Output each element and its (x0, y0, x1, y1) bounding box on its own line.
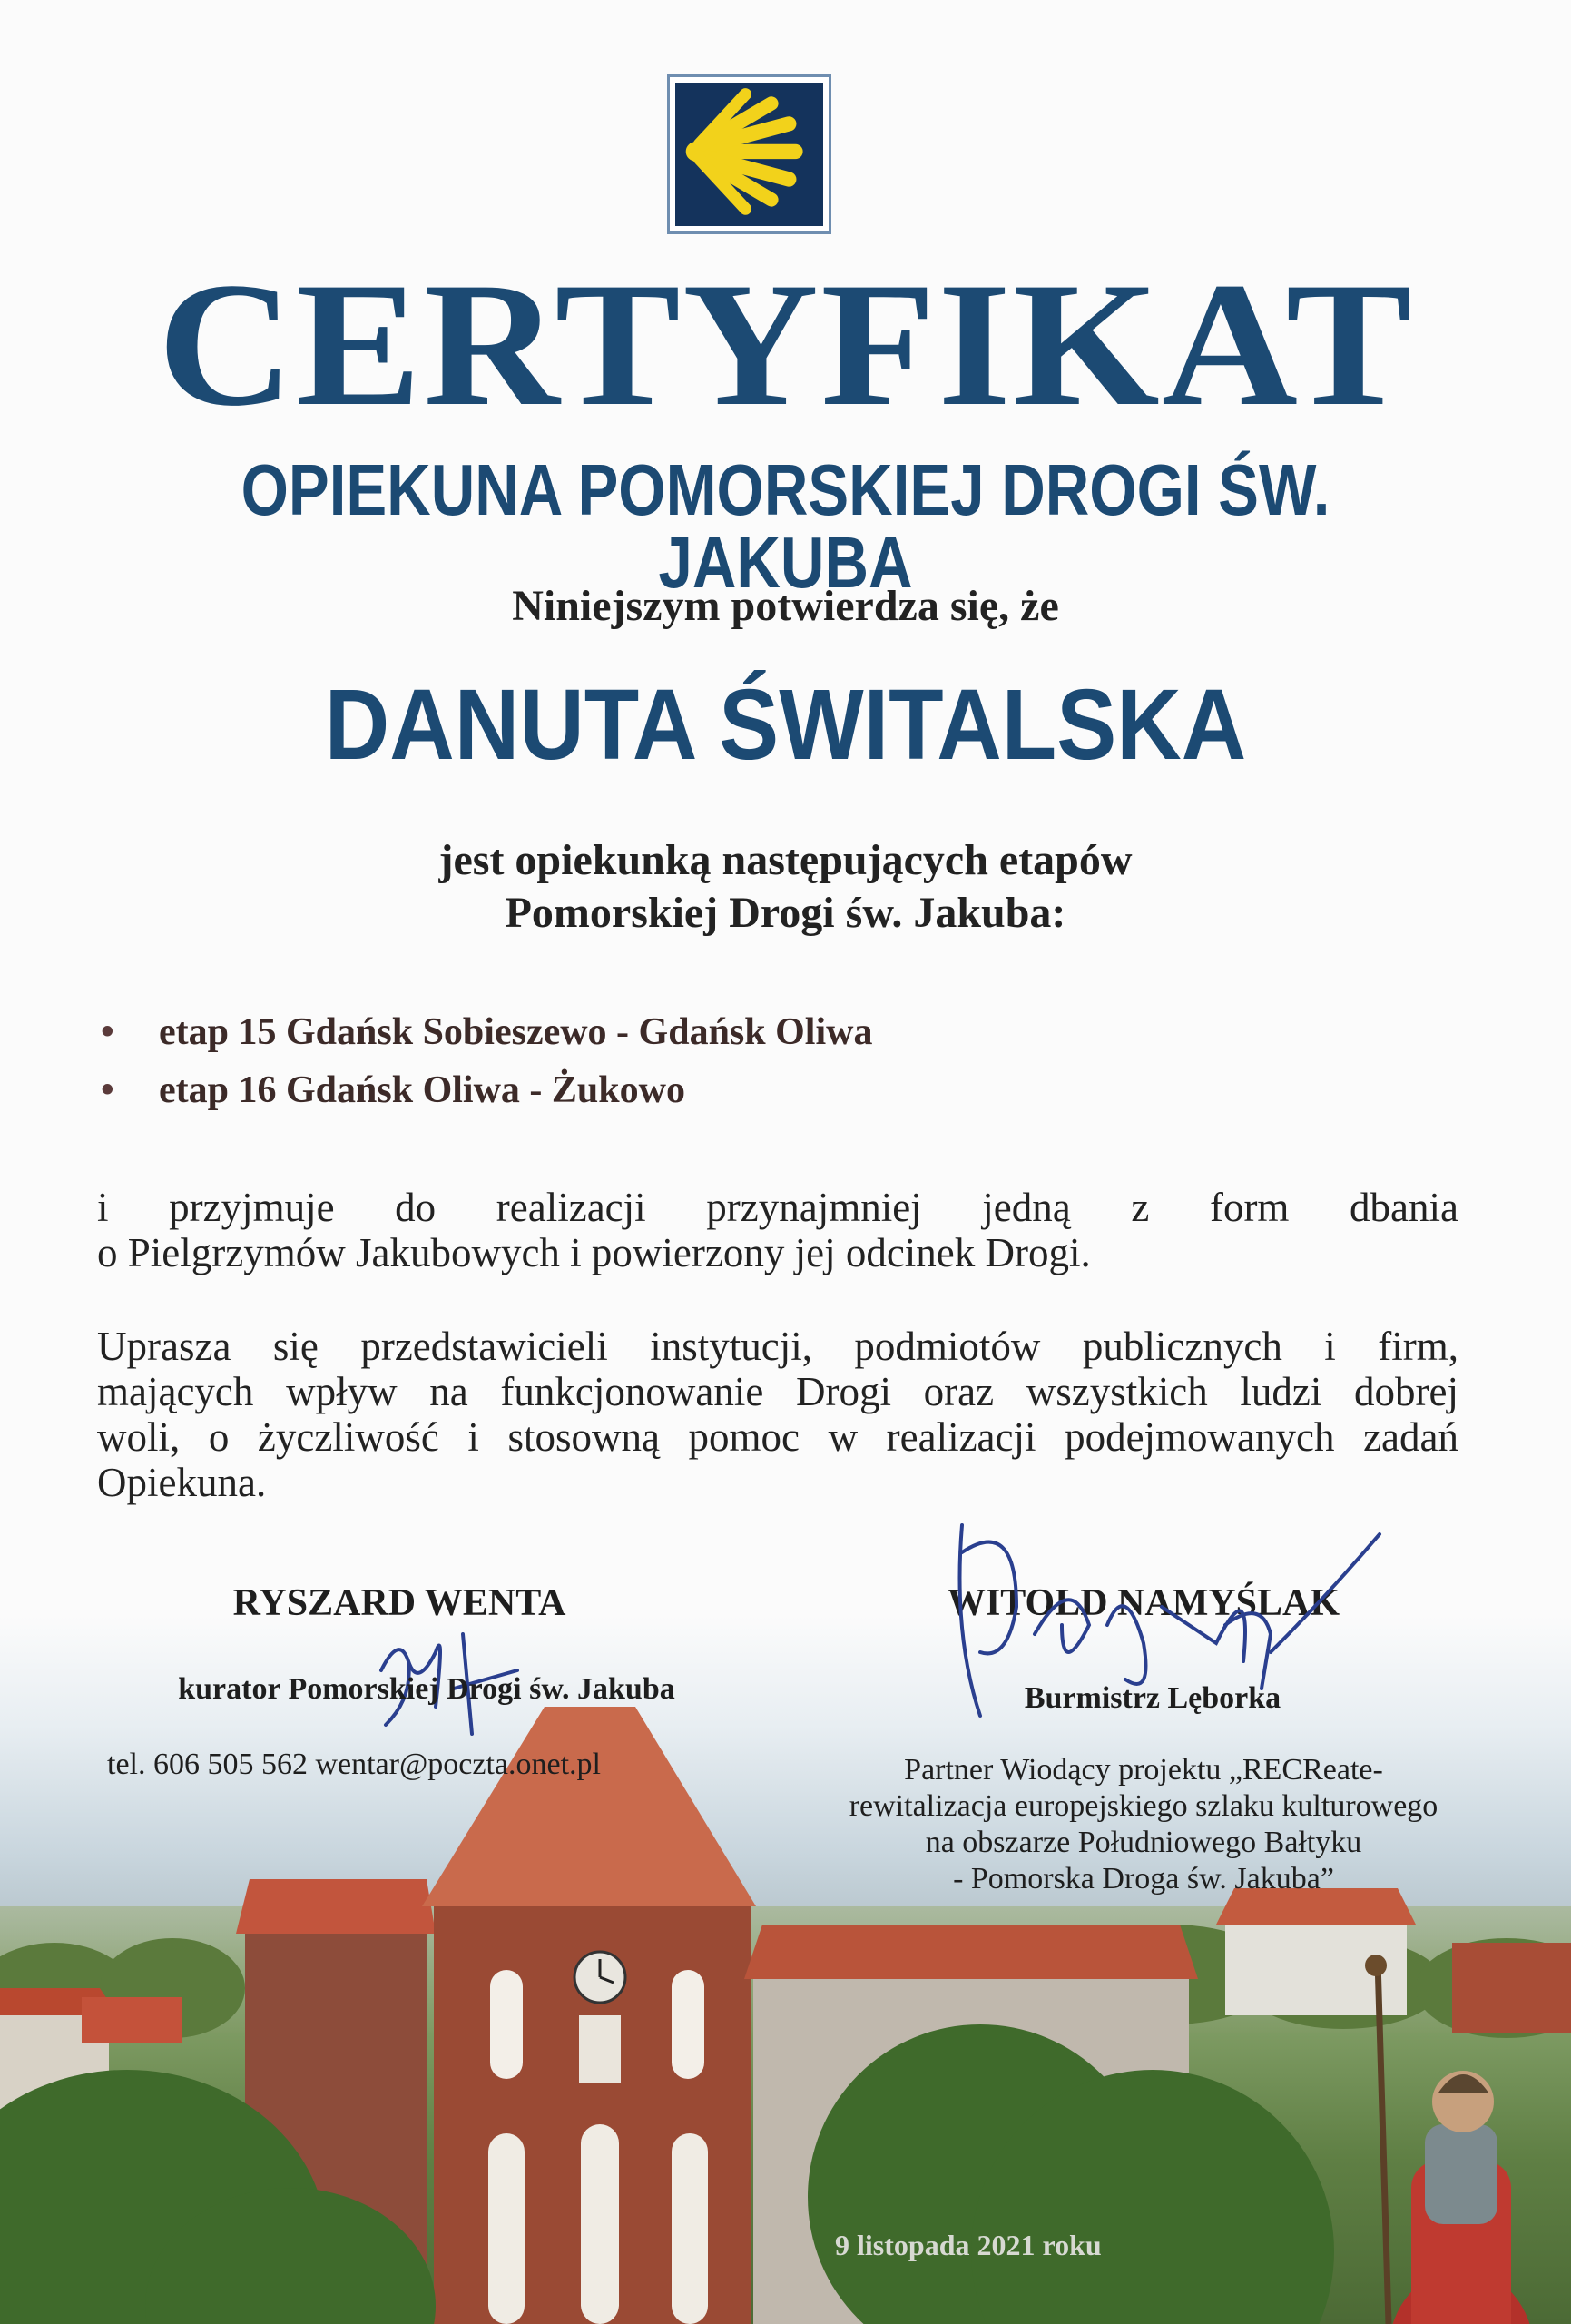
stage-list (95, 1003, 872, 1119)
intro-text: Niniejszym potwierdza się, że (512, 582, 1059, 630)
stage-text: etap 15 Gdańsk Sobieszewo - Gdańsk Oliwa (159, 1011, 873, 1053)
signatory-right-role: Burmistrz Lęborka (1024, 1681, 1281, 1715)
church-tower (422, 1707, 756, 2324)
issue-date: 9 listopada 2021 roku (835, 2229, 1102, 2261)
partner-line: rewitalizacja europejskiego szlaku kulturowego (849, 1789, 1438, 1823)
paragraph-line: i przyjmuje do realizacji przynajmniej jedną z form dbania (97, 1185, 1458, 1230)
signatory-left-role: kurator Pomorskiej Drogi św. Jakuba (178, 1672, 675, 1706)
description-line-2: Pomorskiej Drogi św. Jakuba: (505, 889, 1066, 937)
partner-line: Partner Wiodący projektu „RECReate- (904, 1753, 1383, 1787)
paragraph-line: mających wpływ na funkcjonowanie Drogi oraz wszystkich ludzi dobrej (97, 1369, 1458, 1414)
list-item (95, 1061, 872, 1119)
paragraph-commitment (97, 1185, 1458, 1275)
paragraph-line: Opiekuna. (97, 1460, 267, 1505)
paragraph-line: woli, o życzliwość i stosowną pomoc w realizacji podejmowanych zadań (97, 1414, 1458, 1460)
paragraph-line: Uprasza się przedstawicieli instytucji, podmiotów publicznych i firm, (97, 1324, 1458, 1369)
list-item (95, 1003, 872, 1061)
certificate-title: CERTYFIKAT (157, 246, 1414, 443)
paragraph-line: o Pielgrzymów Jakubowych i powierzony jej odcinek Drogi. (97, 1230, 1091, 1275)
certificate-subtitle: OPIEKUNA POMORSKIEJ DROGI ŚW. JAKUBA (241, 449, 1330, 603)
stage-text: etap 16 Gdańsk Oliwa - Żukowo (159, 1069, 685, 1111)
scallop-shell-icon (675, 83, 823, 226)
bullet-dot: • (101, 1069, 114, 1111)
signatory-left-name: RYSZARD WENTA (232, 1582, 566, 1624)
bullet-dot: • (101, 1011, 114, 1053)
description-line-1: jest opiekunką następujących etapów (438, 836, 1133, 884)
contact-line: tel. 606 505 562 wentar@poczta.onet.pl (107, 1748, 601, 1781)
partner-line: - Pomorska Droga św. Jakuba” (953, 1862, 1334, 1896)
paragraph-request (97, 1324, 1458, 1505)
scallop-shell-logo (667, 74, 831, 234)
partner-description (744, 1752, 1543, 1897)
logo-background (675, 83, 823, 226)
partner-line: na obszarze Południowego Bałtyku (925, 1826, 1362, 1859)
signatory-right-name: WITOLD NAMYŚLAK (947, 1582, 1340, 1624)
signature-left (345, 1589, 526, 1743)
recipient-name: DANUTA ŚWITALSKA (324, 669, 1247, 781)
